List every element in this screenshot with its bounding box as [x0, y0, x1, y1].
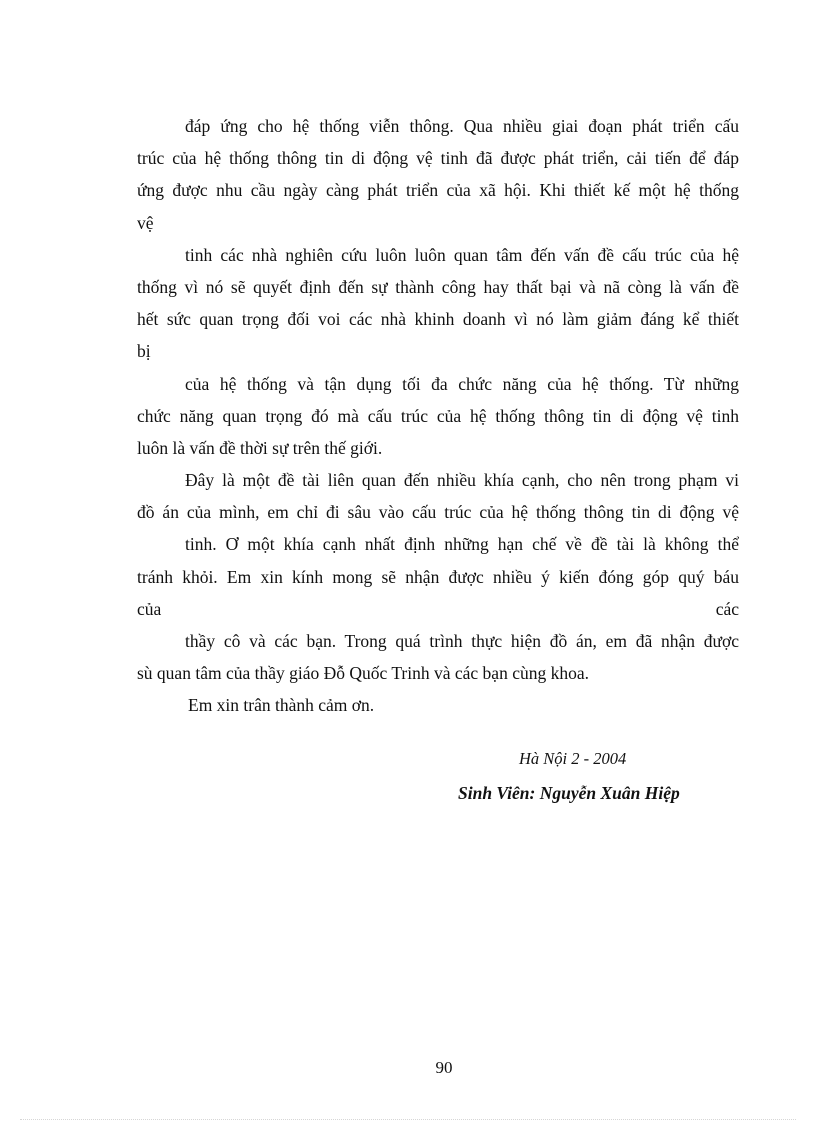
- paragraph-line: của hệ thống và tận dụng tối đa chức năng của hệ thống. Từ những: [185, 373, 739, 394]
- word-left: của: [137, 598, 162, 619]
- signature-author: Sinh Viên: Nguyễn Xuân Hiệp: [458, 783, 680, 803]
- paragraph-line: thầy cô và các bạn. Trong quá trình thực hiện đồ án, em đã nhận được: [185, 631, 739, 651]
- page-number: 90: [435, 1058, 453, 1077]
- paragraph-line: tinh các nhà nghiên cứu luôn luôn quan tâm đến vấn đề cấu trúc của hệ: [185, 244, 739, 265]
- paragraph-line: Em xin trân thành cảm ơn.: [188, 695, 375, 716]
- paragraph-line: chức năng quan trọng đó mà cấu trúc của hệ thống thông tin di động vệ tinh: [137, 405, 739, 426]
- paragraph-line: hết sức quan trọng đối voi các nhà khinh doanh vì nó làm giảm đáng kể thiết: [137, 309, 739, 330]
- signature-place-date: Hà Nội 2 - 2004: [519, 749, 627, 768]
- body-text: [137, 110, 739, 722]
- word-right: các: [715, 598, 739, 619]
- paragraph-line: ứng được nhu cầu ngày càng phát triển của xã hội. Khi thiết kế một hệ thống: [137, 180, 739, 201]
- paragraph-line: đáp ứng cho hệ thống viễn thông. Qua nhiều giai đoạn phát triển cấu: [185, 116, 739, 136]
- paragraph-line: tinh. Ơ một khía cạnh nhất định những hạn chế về đề tài là không thể: [185, 534, 739, 555]
- paragraph-line: đồ án của mình, em chỉ đi sâu vào cấu trúc của hệ thống thông tin di động vệ: [137, 502, 739, 523]
- paragraph-line: luôn là vấn đề thời sự trên thế giới.: [137, 437, 383, 458]
- paragraph-line: tránh khỏi. Em xin kính mong sẽ nhận được nhiều ý kiến đóng góp quý báu: [137, 566, 739, 587]
- paragraph-line: Đây là một đề tài liên quan đến nhiều khía cạnh, cho nên trong phạm vi: [185, 470, 739, 491]
- paragraph-line: bị: [137, 341, 151, 362]
- paragraph-line: vệ: [137, 212, 154, 233]
- paragraph-line: trúc của hệ thống thông tin di động vệ tinh đã được phát triển, cải tiến để đáp: [137, 148, 739, 169]
- page-bottom-divider: [20, 1119, 796, 1120]
- paragraph-line: thống vì nó sẽ quyết định đến sự thành công hay thất bại và nã còng là vấn đề: [137, 276, 739, 297]
- paragraph-line: sù quan tâm của thầy giáo Đỗ Quốc Trinh và các bạn cùng khoa.: [137, 663, 589, 684]
- paragraph-line-spread: [137, 593, 739, 625]
